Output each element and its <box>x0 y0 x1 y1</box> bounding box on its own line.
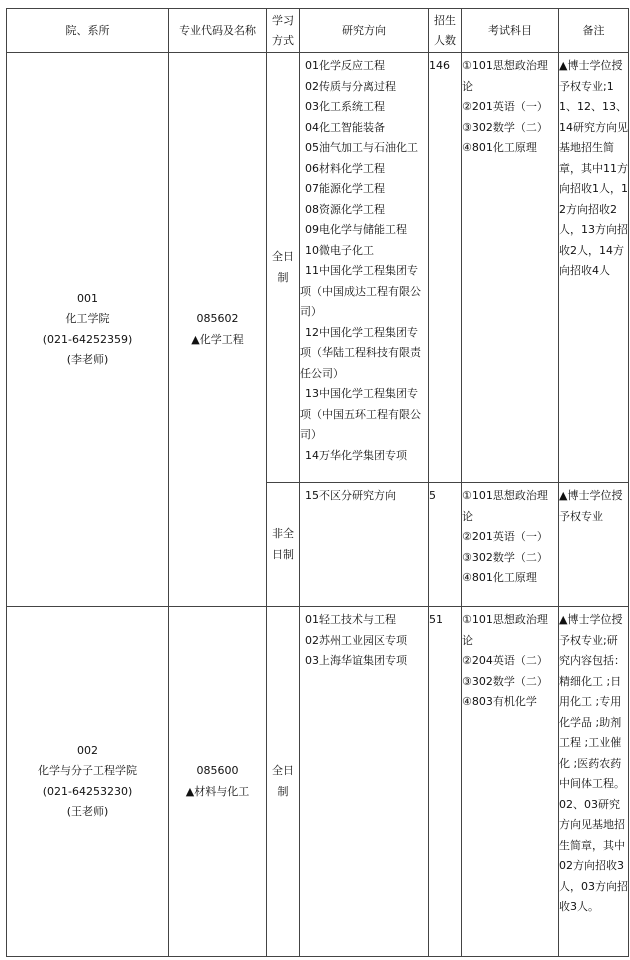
direction-item: 15不区分研究方向 <box>305 489 396 502</box>
major-code: 085602 <box>196 312 239 325</box>
direction-item: 03化工系统工程 <box>305 100 385 113</box>
exam-item: ①101思想政治理论 <box>462 59 548 93</box>
research-directions <box>300 53 429 483</box>
dept-dept-contact: (王老师) <box>66 805 109 818</box>
dept-dept-phone: (021-64252359) <box>42 332 133 346</box>
direction-item: 12中国化学工程集团专项（华陆工程科技有限责任公司） <box>300 325 421 380</box>
direction-item: 14万华化学集团专项 <box>305 448 407 462</box>
major-code: 085600 <box>196 764 239 777</box>
exam-subjects <box>462 53 559 483</box>
header-exams: 考试科目 <box>462 9 559 53</box>
enrollment-quota: 51 <box>429 607 462 957</box>
dept-dept-name: 化工学院 <box>65 312 110 325</box>
dept-dept-code: 002 <box>77 743 98 757</box>
study-mode: 全日制 <box>267 607 300 957</box>
exam-item: ④801化工原理 <box>462 571 537 584</box>
direction-item: 09电化学与储能工程 <box>305 223 407 236</box>
dept-dept-name: 化学与分子工程学院 <box>38 764 137 777</box>
table-row <box>7 53 629 483</box>
exam-subjects <box>462 607 559 957</box>
enrollment-quota: 146 <box>429 53 462 483</box>
direction-item: 07能源化学工程 <box>305 182 385 195</box>
remark: ▲博士学位授予权专业;研究内容包括：精细化工 ;日用化工 ;专用化学品 ;助剂工程 ;工业催化 ;医药农药中间体工程。02、03研究方向见基地招生简章，其中02方向招收3人，03方向招收3人。 <box>559 607 629 957</box>
header-quota: 招生人数 <box>429 9 462 53</box>
direction-item: 06材料化学工程 <box>305 161 385 175</box>
study-mode: 非全日制 <box>267 483 300 607</box>
exam-item: ①101思想政治理论 <box>462 613 548 647</box>
direction-item: 01轻工技术与工程 <box>305 613 396 626</box>
enrollment-quota: 5 <box>429 483 462 607</box>
study-mode: 全日制 <box>267 53 300 483</box>
dept-dept-code: 001 <box>77 291 98 305</box>
remark: ▲博士学位授予权专业 <box>559 483 629 607</box>
dept-dept-contact: (李老师) <box>66 353 109 366</box>
exam-item: ①101思想政治理论 <box>462 489 548 523</box>
exam-item: ②201英语（一） <box>462 530 548 543</box>
header-row <box>7 9 629 53</box>
direction-item: 13中国化学工程集团专项（中国五环工程有限公司） <box>300 387 421 441</box>
research-directions <box>300 483 429 607</box>
exam-item: ③302数学（二） <box>462 550 548 564</box>
header-major: 专业代码及名称 <box>169 9 267 53</box>
exam-item: ④801化工原理 <box>462 141 537 154</box>
direction-item: 04化工智能装备 <box>305 120 385 134</box>
major-cell <box>169 607 267 957</box>
header-dept: 院、系所 <box>7 9 169 53</box>
header-direction: 研究方向 <box>300 9 429 53</box>
direction-item: 02传质与分离过程 <box>305 79 396 93</box>
major-name: ▲化学工程 <box>191 332 244 346</box>
exam-subjects <box>462 483 559 607</box>
research-directions <box>300 607 429 957</box>
exam-item: ④803有机化学 <box>462 695 537 708</box>
exam-item: ②201英语（一） <box>462 100 548 113</box>
direction-item: 10微电子化工 <box>305 243 374 257</box>
direction-item: 08资源化学工程 <box>305 202 385 216</box>
major-cell <box>169 53 267 607</box>
major-name: ▲材料与化工 <box>185 784 250 798</box>
exam-item: ②204英语（二） <box>462 654 548 667</box>
admissions-table <box>6 8 629 957</box>
direction-item: 03上海华谊集团专项 <box>305 654 407 667</box>
direction-item: 01化学反应工程 <box>305 59 385 72</box>
exam-item: ③302数学（二） <box>462 674 548 688</box>
dept-dept-phone: (021-64253230) <box>42 784 133 798</box>
dept-cell <box>7 53 169 607</box>
remark: ▲博士学位授予权专业;11、12、13、14研究方向见基地招生简章，其中11方向招收1人，12方向招收2人，13方向招收2人，14方向招收4人 <box>559 53 629 483</box>
header-remark: 备注 <box>559 9 629 53</box>
direction-item: 11中国化学工程集团专项（中国成达工程有限公司） <box>300 264 421 318</box>
direction-item: 05油气加工与石油化工 <box>305 141 418 154</box>
header-mode: 学习方式 <box>267 9 300 53</box>
table-row <box>7 607 629 957</box>
direction-item: 02苏州工业园区专项 <box>305 633 407 647</box>
exam-item: ③302数学（二） <box>462 120 548 134</box>
dept-cell <box>7 607 169 957</box>
